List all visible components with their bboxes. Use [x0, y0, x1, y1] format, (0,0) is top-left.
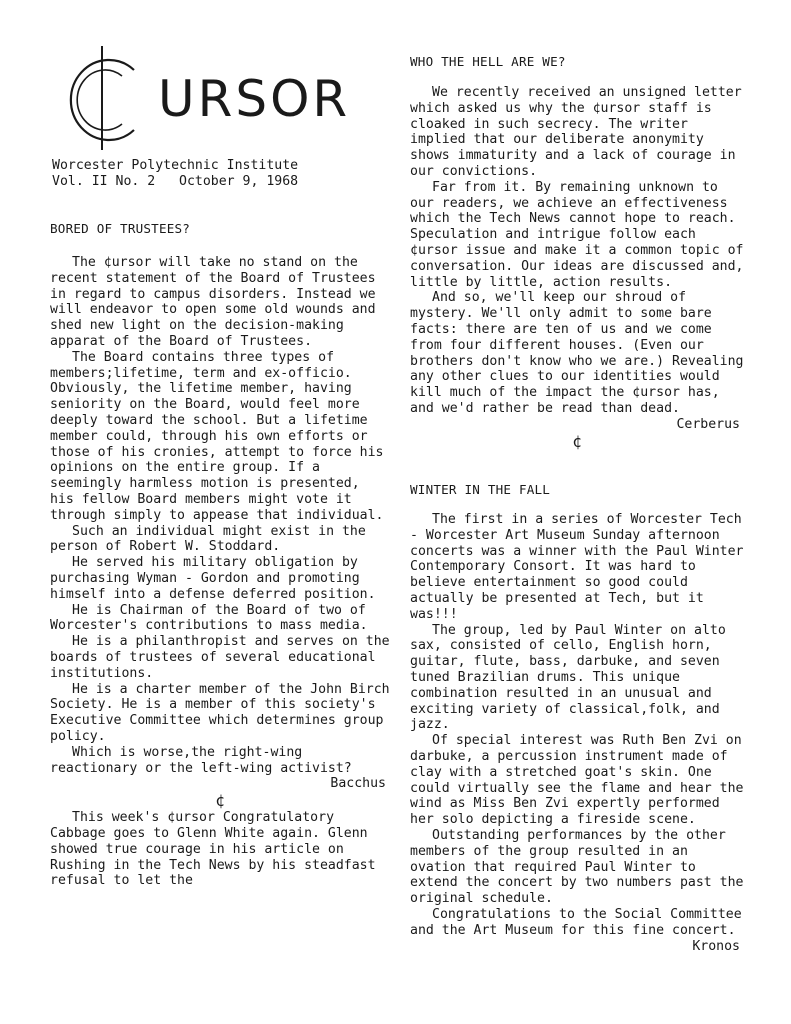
- article-body-who-are-we: [410, 85, 752, 451]
- article-heading-who-are-we: WHO THE HELL ARE WE?: [410, 54, 566, 69]
- paragraph: We recently received an unsigned letter which asked us why the ¢ursor staff is cloaked in such secrecy. The writer implied that our deliberate anonymity shows immaturity and a lack of courage in our convictions.: [410, 85, 750, 179]
- masthead: [50, 42, 370, 152]
- paragraph: The first in a series of Worcester Tech - Worcester Art Museum Sunday afternoon concerts was a winner with the Paul Winter Contemporary Consort. It was hard to believe entertainment so good could actually be presented at Tech, but it was!!!: [410, 512, 752, 622]
- signature-kronos: Kronos: [692, 938, 740, 954]
- paragraph: The Board contains three types of members;lifetime, term and ex-officio. Obviously, the lifetime member, having seniority on the Board, would feel more deeply toward the school. But a lifetime member could, through his own efforts or those of his cronies, attempt to force his opinions on the entire group. If a seemingly harmless motion is presented, his fellow Board members might vote it through simply to appease that individual.: [50, 349, 392, 523]
- paragraph: He served his military obligation by purchasing Wyman - Gordon and promoting himself into a defense deferred position.: [50, 555, 376, 602]
- masthead-title: URSOR: [158, 70, 351, 128]
- paragraph: Such an individual might exist in the person of Robert W. Stoddard.: [50, 523, 374, 555]
- paragraph: Of special interest was Ruth Ben Zvi on darbuke, a percussion instrument made of clay with a stretched goat's skin. One could virtually see the flame and hear the wind as Miss Ben Zvi expertly performed her solo depicting a fireside scene.: [410, 733, 752, 828]
- cent-logo-icon: [50, 42, 160, 152]
- paragraph: He is a charter member of the John Birch Society. He is a member of this society's Executive Committee which determines group policy.: [50, 681, 398, 744]
- issue-line: Vol. II No. 2 October 9, 1968: [52, 174, 299, 189]
- paragraph: Which is worse,the right-wing reactionary or the left-wing activist?: [50, 744, 352, 776]
- issue-info: [52, 158, 372, 190]
- paragraph: Far from it. By remaining unknown to our readers, we achieve an effectiveness which the Tech News cannot hope to reach. Speculation and intrigue follow each ¢ursor issue and make it a common topic of conversation. Our ideas are discussed and, little by little, action results.: [410, 179, 752, 290]
- cent-separator-icon: ¢: [572, 431, 582, 451]
- institution-name: Worcester Polytechnic Institute: [52, 158, 299, 173]
- signature-bacchus: Bacchus: [330, 776, 386, 792]
- paragraph: The ¢ursor will take no stand on the recent statement of the Board of Trustees in regard to campus disorders. Instead we will endeavor to open some old wounds and shed new light on the decision-making apparat of the Board of Trustees.: [50, 255, 384, 349]
- paragraph: And so, we'll keep our shroud of mystery. We'll only admit to some bare facts: there are ten of us and we come from four different houses. (Even our brothers don't know who we are.) Revealing any other clues to our identities would kill much of the impact the ¢ursor has, and we'd rather be read than dead.: [410, 290, 752, 416]
- paragraph: He is a philanthropist and serves on the boards of trustees of several educational institutions.: [50, 634, 398, 681]
- paragraph: He is Chairman of the Board of two of Worcester's contributions to mass media.: [50, 602, 374, 634]
- article-body-winter-in-the-fall: [410, 512, 752, 955]
- paragraph: The group, led by Paul Winter on alto sax, consisted of cello, English horn, guitar, flute, bass, darbuke, and seven tuned Brazilian drums. This unique combination resulted in an unusual and exciting variety of classical,folk, and jazz.: [410, 622, 734, 733]
- paragraph: Congratulations to the Social Committee and the Art Museum for this fine concert.: [410, 906, 750, 938]
- article-heading-bored-of-trustees: BORED OF TRUSTEES?: [50, 221, 191, 236]
- article-heading-winter-in-the-fall: WINTER IN THE FALL: [410, 482, 551, 497]
- article-body-bored-of-trustees: [50, 255, 398, 889]
- signature-cerberus: Cerberus: [676, 416, 740, 432]
- paragraph: Outstanding performances by the other members of the group resulted in an ovation that required Paul Winter to extend the concert by two numbers past the original schedule.: [410, 827, 752, 907]
- cent-separator-icon: ¢: [215, 791, 225, 811]
- paragraph-cabbage: This week's ¢ursor Congratulatory Cabbage goes to Glenn White again. Glenn showed true courage in his article on Rushing in the Tech News by his steadfast refusal to let the: [50, 810, 384, 889]
